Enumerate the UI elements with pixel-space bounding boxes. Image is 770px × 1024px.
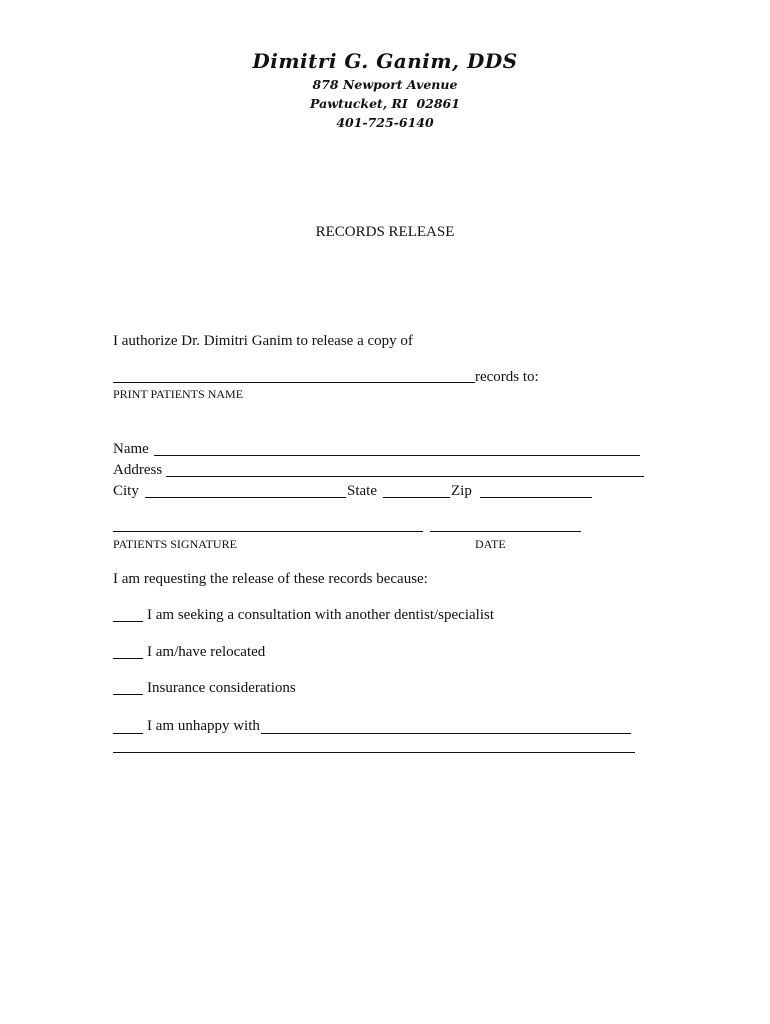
patients-signature-label: PATIENTS SIGNATURE: [113, 537, 237, 551]
reasons-intro: I am requesting the release of these records because:: [113, 571, 428, 587]
address-field-line[interactable]: [166, 476, 644, 477]
practice-address: 878 Newport Avenue: [312, 77, 458, 92]
signature-field-line[interactable]: [113, 531, 423, 532]
reason-checkbox-line[interactable]: [113, 694, 143, 695]
date-field-line[interactable]: [430, 531, 581, 532]
reason-relocated: I am/have relocated: [147, 644, 266, 660]
name-label: Name: [113, 441, 149, 457]
state-label: State: [347, 483, 377, 499]
print-patients-name-label: PRINT PATIENTS NAME: [113, 387, 244, 401]
reason-insurance: Insurance considerations: [147, 680, 296, 696]
reason-checkbox-line[interactable]: [113, 658, 143, 659]
document-title: RECORDS RELEASE: [315, 224, 455, 240]
city-field-line[interactable]: [145, 497, 346, 498]
practice-name: Dimitri G. Ganim, DDS: [252, 49, 518, 73]
reason-consultation: I am seeking a consultation with another dentist/specialist: [147, 607, 494, 623]
reason-unhappy: I am unhappy with: [147, 718, 260, 734]
practice-phone: 401-725-6140: [336, 115, 434, 130]
zip-field-line[interactable]: [480, 497, 592, 498]
patient-name-line[interactable]: [113, 382, 475, 383]
reason-checkbox-line[interactable]: [113, 733, 143, 734]
authorize-text: I authorize Dr. Dimitri Ganim to release a copy of: [113, 333, 413, 349]
date-label: DATE: [475, 537, 506, 551]
unhappy-with-continuation-line[interactable]: [113, 752, 635, 753]
city-label: City: [113, 483, 139, 499]
unhappy-with-field-line[interactable]: [261, 733, 631, 734]
records-to-text: records to:: [475, 369, 539, 385]
name-field-line[interactable]: [154, 455, 640, 456]
address-label: Address: [113, 462, 163, 478]
zip-label: Zip: [451, 483, 472, 499]
practice-city: Pawtucket, RI 02861: [310, 96, 460, 111]
state-field-line[interactable]: [383, 497, 450, 498]
reason-checkbox-line[interactable]: [113, 621, 143, 622]
